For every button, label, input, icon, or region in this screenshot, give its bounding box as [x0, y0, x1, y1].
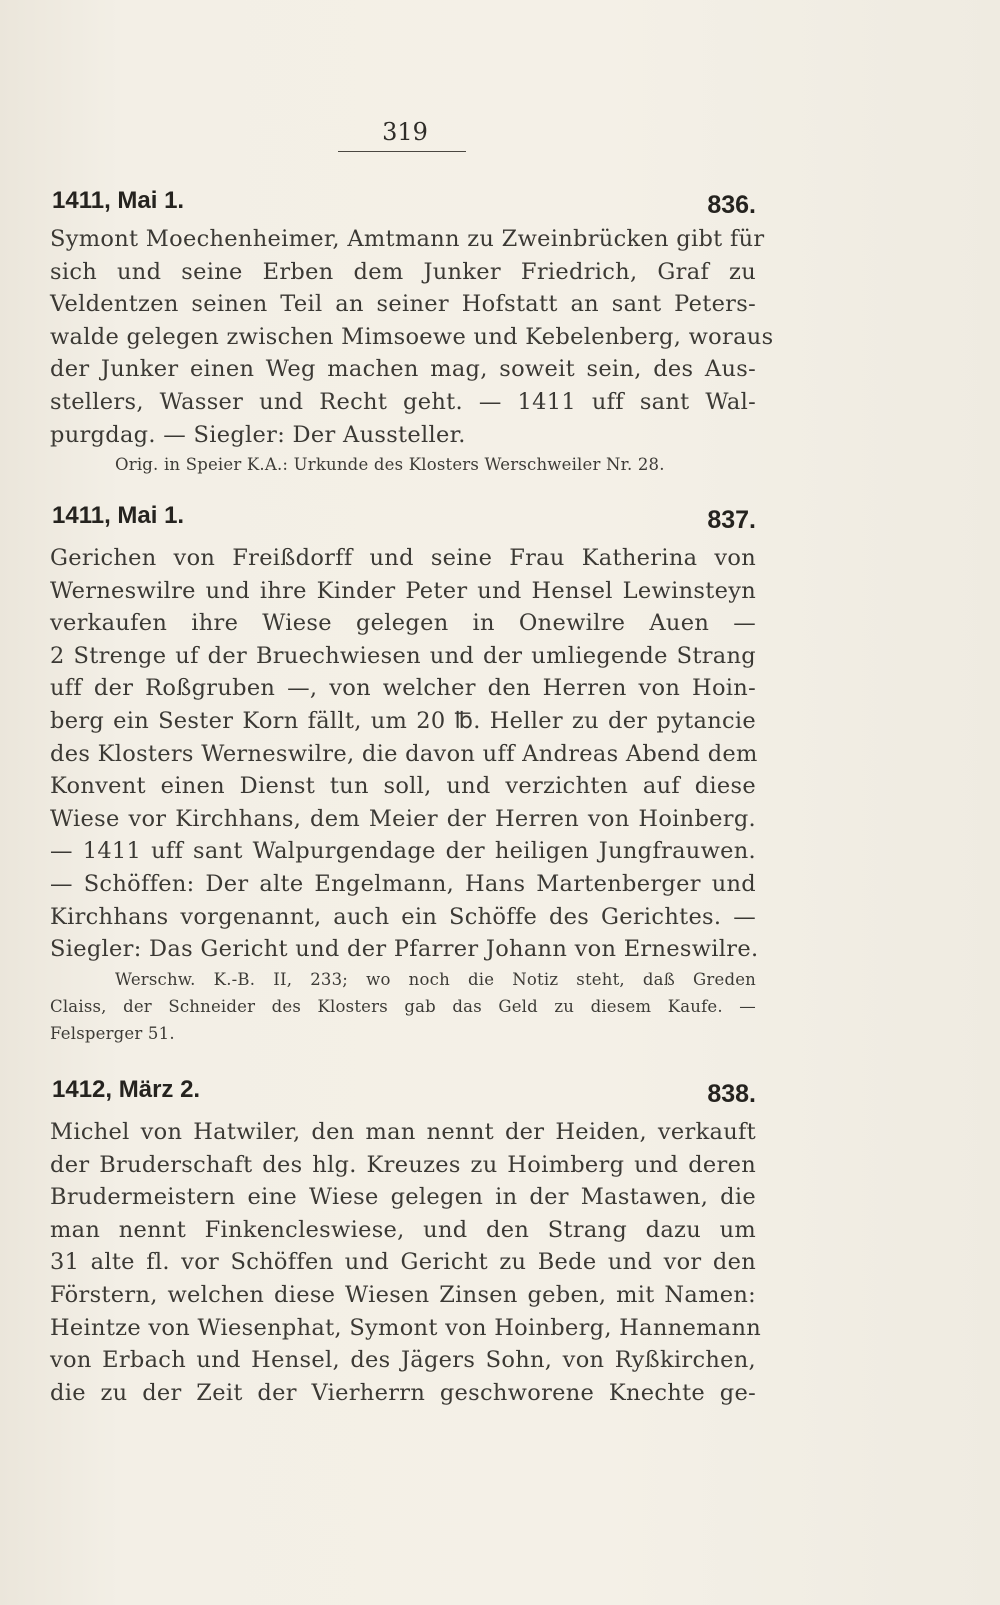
source-note: Orig. in Speier K.A.: Urkunde des Klosters Werschweiler Nr. 28.: [115, 455, 665, 475]
entry-text-line: 31 alte fl. vor Schöffen und Gericht zu Bede und vor den: [50, 1249, 756, 1276]
entry-text-line: berg ein Sester Korn fällt, um 20 ℔. Heller zu der pytancie: [50, 707, 756, 734]
entry-text-line: verkaufen ihre Wiese gelegen in Onewilre Auen —: [50, 610, 756, 637]
entry-text-line: Förstern, welchen diese Wiesen Zinsen geben, mit Namen:: [50, 1281, 756, 1308]
entry-header: [50, 183, 756, 223]
entry-text-line: der Junker einen Weg machen mag, soweit sein, des Aus-: [50, 356, 756, 383]
entry-date: 1411, Mai 1.: [52, 187, 185, 214]
entry-date: 1412, März 2.: [52, 1076, 201, 1103]
entry-836: [50, 183, 774, 478]
entry-number: 837.: [707, 506, 756, 534]
entry-text-line: stellers, Wasser und Recht geht. — 1411 uff sant Wal-: [50, 388, 756, 415]
entry-date: 1411, Mai 1.: [52, 502, 185, 529]
entry-text-line: Brudermeistern eine Wiese gelegen in der Mastawen, die: [50, 1184, 756, 1211]
entry-text-line: Veldentzen seinen Teil an seiner Hofstatt an sant Peters-: [50, 291, 756, 318]
source-note: Werschw. K.-B. II, 233; wo noch die Notiz steht, daß Greden: [115, 969, 756, 989]
source-note: Felsperger 51.: [50, 1023, 175, 1043]
entry-header: [50, 1072, 756, 1116]
entry-text-line: — 1411 uff sant Walpurgendage der heiligen Jungfrauwen.: [50, 838, 756, 865]
entry-number: 838.: [707, 1080, 756, 1108]
entry-text-line: walde gelegen zwischen Mimsoewe und Kebelenberg, woraus: [50, 323, 774, 350]
entry-text-line: Symont Moechenheimer, Amtmann zu Zweinbrücken gibt für: [50, 226, 765, 252]
entry-text-line: Konvent einen Dienst tun soll, und verzichten auf diese: [50, 773, 756, 800]
entry-text-line: von Erbach und Hensel, des Jägers Sohn, von Ryßkirchen,: [50, 1347, 756, 1374]
entry-text-line: 2 Strenge uf der Bruechwiesen und der umliegende Strang: [50, 642, 756, 669]
entry-text-line: uff der Roßgruben —, von welcher den Herren von Hoin-: [50, 675, 756, 702]
entry-text-line: purgdag. — Siegler: Der Aussteller.: [50, 421, 466, 448]
page-number-rule: [338, 151, 466, 152]
entry-text-line: Kirchhans vorgenannt, auch ein Schöffe des Gerichtes. —: [50, 903, 756, 930]
entry-text-line: Werneswilre und ihre Kinder Peter und Hensel Lewinsteyn: [50, 577, 756, 604]
entry-text-line: sich und seine Erben dem Junker Friedrich, Graf zu: [50, 258, 756, 285]
source-note: Claiss, der Schneider des Klosters gab das Geld zu diesem Kaufe. —: [50, 996, 756, 1016]
entry-number: 836.: [707, 191, 756, 219]
entry-text-line: des Klosters Werneswilre, die davon uff Andreas Abend dem: [50, 740, 758, 767]
entry-838: [50, 1072, 762, 1409]
entry-text-line: Heintze von Wiesenphat, Symont von Hoinberg, Hannemann: [50, 1314, 762, 1341]
entry-837: [50, 498, 759, 1047]
entry-text-line: man nennt Finkencleswiese, und den Strang dazu um: [50, 1216, 756, 1243]
entry-header: [50, 498, 756, 542]
page-number: 319: [382, 118, 428, 146]
entry-text-line: Wiese vor Kirchhans, dem Meier der Herren von Hoinberg.: [50, 805, 756, 832]
entry-text-line: Michel von Hatwiler, den man nennt der Heiden, verkauft: [50, 1119, 756, 1145]
entry-text-line: Gerichen von Freißdorff und seine Frau Katherina von: [50, 545, 756, 571]
entry-text-line: Siegler: Das Gericht und der Pfarrer Johann von Erneswilre.: [50, 936, 759, 963]
entry-text-line: der Bruderschaft des hlg. Kreuzes zu Hoimberg und deren: [50, 1151, 756, 1178]
entry-text-line: die zu der Zeit der Vierherrn geschworene Knechte ge-: [50, 1379, 756, 1406]
entry-text-line: — Schöffen: Der alte Engelmann, Hans Martenberger und: [50, 870, 756, 897]
